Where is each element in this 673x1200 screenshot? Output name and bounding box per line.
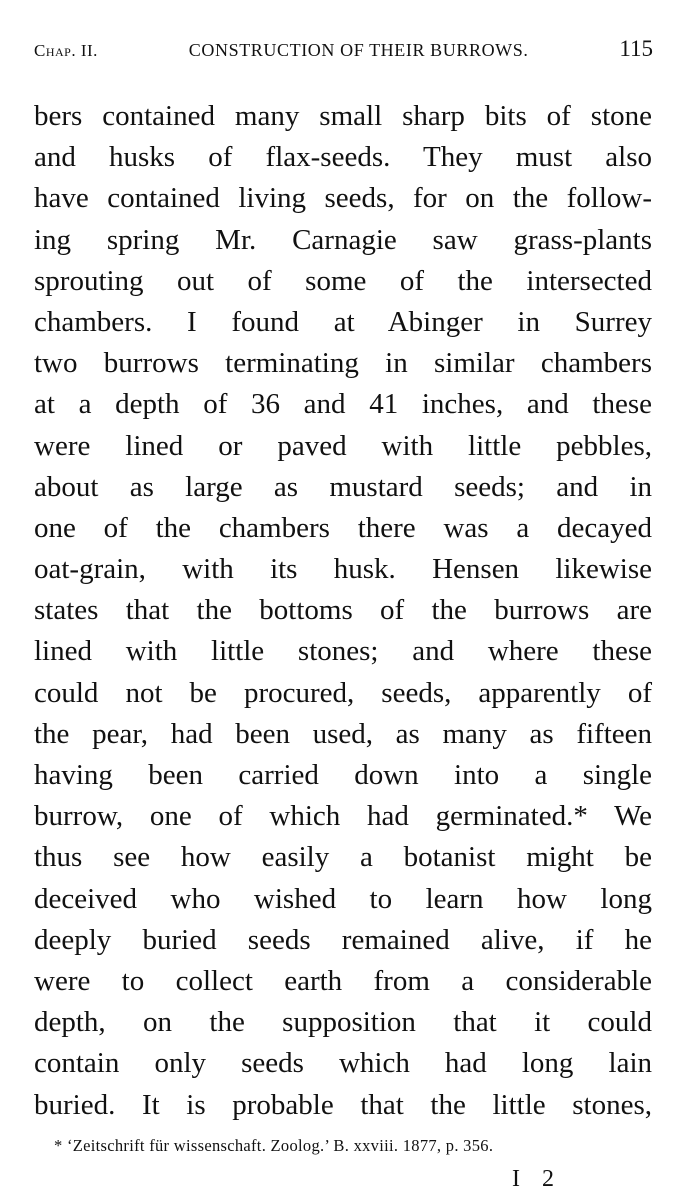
signature-mark: I 2 bbox=[512, 1166, 562, 1192]
text-line: deeply buried seeds remained alive, if he bbox=[34, 923, 652, 956]
text-line: at a depth of 36 and 41 inches, and these bbox=[34, 388, 652, 421]
text-line: could not be procured, seeds, apparently of bbox=[34, 676, 652, 709]
body-text bbox=[34, 96, 652, 1126]
chapter-label: Chap. II. bbox=[34, 41, 98, 60]
text-line: oat-grain, with its husk. Hensen likewise bbox=[34, 553, 652, 586]
text-line: deceived who wished to learn how long bbox=[34, 882, 652, 915]
text-line: two burrows terminating in similar chambers bbox=[34, 347, 652, 380]
text-line: thus see how easily a botanist might be bbox=[34, 841, 652, 874]
text-line: were to collect earth from a considerable bbox=[34, 964, 652, 997]
text-line: depth, on the supposition that it could bbox=[34, 1006, 652, 1039]
text-line: were lined or paved with little pebbles, bbox=[34, 429, 652, 462]
running-title: CONSTRUCTION OF THEIR BURROWS. bbox=[188, 40, 529, 60]
running-header bbox=[34, 36, 653, 68]
text-line: have contained living seeds, for on the follow- bbox=[34, 182, 652, 215]
text-line: burrow, one of which had germinated.* We bbox=[34, 800, 652, 833]
text-line: buried. It is probable that the little stones, bbox=[34, 1088, 652, 1121]
text-line: bers contained many small sharp bits of stone bbox=[34, 100, 652, 132]
footnote: * ‘Zeitschrift für wissenschaft. Zoolog.’ B. xxviii. 1877, p. 356. bbox=[54, 1136, 494, 1155]
text-line: and husks of flax-seeds. They must also bbox=[34, 141, 652, 174]
text-line: chambers. I found at Abinger in Surrey bbox=[34, 305, 652, 338]
text-line: contain only seeds which had long lain bbox=[34, 1047, 652, 1080]
text-line: lined with little stones; and where these bbox=[34, 635, 652, 668]
text-line: one of the chambers there was a decayed bbox=[34, 511, 652, 544]
text-line: sprouting out of some of the intersected bbox=[34, 264, 652, 297]
page-number: 115 bbox=[619, 36, 653, 61]
text-line: about as large as mustard seeds; and in bbox=[34, 470, 652, 503]
text-line: the pear, had been used, as many as fifteen bbox=[34, 717, 652, 750]
text-line: having been carried down into a single bbox=[34, 759, 652, 791]
text-line: states that the bottoms of the burrows are bbox=[34, 594, 652, 627]
text-line: ing spring Mr. Carnagie saw grass-plants bbox=[34, 223, 652, 256]
